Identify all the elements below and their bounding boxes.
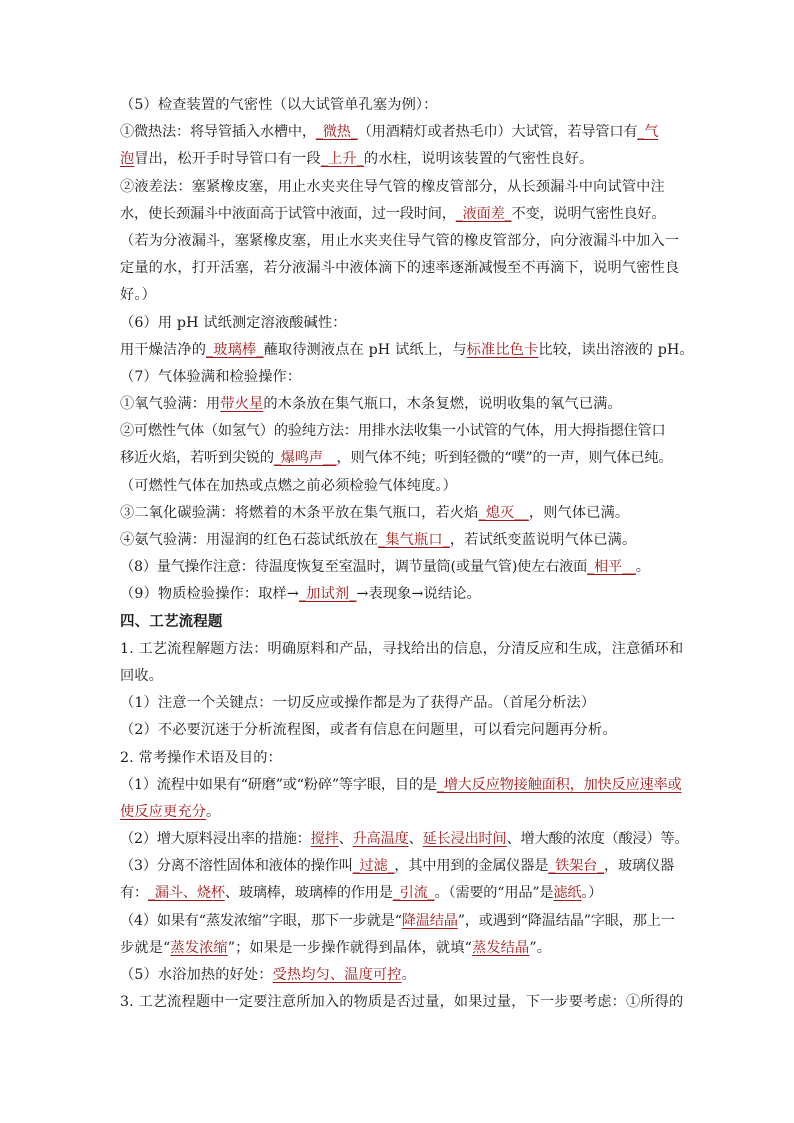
text-span: 。） [581, 885, 603, 902]
text-span: 。（需要的“用品”是 [434, 885, 554, 902]
text-line [120, 92, 680, 119]
text-span: （4）如果有“蒸发浓缩”字眼，那下一步就是“ [120, 912, 402, 929]
text-span: 。 [635, 559, 650, 576]
text-line [120, 201, 680, 228]
text-line [120, 717, 680, 744]
text-span: （1）注意一个关键点：一切反应或操作都是为了获得产品。（首尾分析法） [120, 695, 596, 712]
text-line [120, 908, 680, 935]
text-span: （8）量气操作注意：待温度恢复至室温时，调节量筒(或量气管)使左右液面 [120, 559, 588, 576]
answer-fill: 搅拌 [310, 831, 339, 848]
text-line [120, 310, 680, 337]
text-span: →表现象→说结论。 [356, 586, 481, 603]
text-span: ”，或遇到“降温结晶”字眼，那上一 [457, 912, 675, 929]
text-span: 、 [338, 831, 353, 848]
text-span: 有： [120, 885, 148, 902]
answer-fill: _熄灭__ [478, 504, 529, 521]
text-span: （9）物质检验操作：取样→ [120, 586, 299, 603]
text-line [120, 500, 680, 527]
text-span: 好。） [120, 287, 156, 304]
text-span: 、增大酸的浓度（酸浸）等。 [506, 831, 689, 848]
text-span: ，其中用到的金属仪器是 [394, 858, 549, 875]
text-line [120, 119, 680, 146]
text-span: ，则气体已满。 [528, 504, 630, 521]
text-line [120, 772, 680, 799]
text-line [120, 880, 680, 907]
answer-fill: _爆鸣声__ [273, 450, 337, 467]
answer-fill: _气 [637, 124, 659, 141]
text-line [120, 527, 680, 554]
text-line [120, 391, 680, 418]
answer-fill: _微热_ [315, 124, 358, 141]
text-line [120, 174, 680, 201]
text-span: 的水柱，说明该装置的气密性良好。 [363, 151, 594, 168]
answer-fill: 受热均匀、温度可控 [272, 967, 402, 983]
text-span: （5）水浴加热的好处： [120, 967, 273, 983]
text-line [120, 663, 680, 690]
text-span: ②可燃性气体（如氢气）的验纯方法：用排水法收集一小试管的气体，用大拇指摁住管口 [120, 423, 666, 440]
text-span: ，若试纸变蓝说明气体已满。 [449, 532, 637, 548]
text-line [120, 364, 680, 391]
text-span: 步就是“ [120, 939, 171, 956]
answer-fill: 使反应更充分 [120, 803, 207, 820]
text-line [120, 554, 680, 581]
answer-fill: 滤纸 [553, 885, 582, 902]
answer-fill: _铁架台_ [548, 858, 605, 875]
answer-fill: 带火星 [220, 396, 264, 413]
text-span: ①氧气验满：用 [120, 396, 221, 413]
answer-fill: _液面差_ [455, 205, 512, 222]
text-span: ①微热法：将导管插入水槽中， [120, 124, 316, 141]
answer-fill: _增大反应物接触面积，加快反应速率或 [436, 776, 682, 793]
text-span: 的木条放在集气瓶口，木条复燃，说明收集的氧气已满。 [263, 396, 622, 413]
text-span: （2）不必要沉迷于分析流程图，或者有信息在问题里，可以看完问题再分析。 [120, 722, 617, 739]
text-span: 比较，读出溶液的 pH。 [538, 341, 694, 358]
answer-fill: _相平__ [587, 559, 636, 576]
text-span: ④氨气验满：用湿润的红色石蕊试纸放在 [120, 532, 379, 548]
text-span: ②液差法：塞紧橡皮塞，用止水夹夹住导气管的橡皮管部分，从长颈漏斗中向试管中注 [120, 178, 665, 195]
text-span: ③二氧化碳验满：将燃着的木条平放在集气瓶口，若火焰 [120, 504, 479, 521]
text-line [120, 799, 680, 826]
answer-fill: 降温结晶 [401, 912, 458, 929]
answer-fill: _引流_ [392, 885, 435, 902]
text-line [120, 935, 680, 962]
text-span: （1）流程中如果有“研磨”或“粉碎”等字眼，目的是 [120, 776, 437, 793]
text-span: 定量的水，打开活塞，若分液漏斗中液体滴下的速率逐渐减慢至不再滴下，说明气密性良 [120, 260, 680, 277]
text-line [120, 146, 680, 173]
text-line [120, 826, 689, 853]
text-line [120, 989, 684, 1016]
text-line [120, 745, 680, 772]
answer-fill: _上升_ [320, 151, 364, 168]
text-line [120, 581, 680, 608]
text-span: ”。 [529, 939, 552, 956]
text-line [120, 337, 694, 364]
text-span: （2）增大原料浸出率的措施： [120, 831, 311, 848]
answer-fill: 升高温度 [352, 831, 409, 848]
text-line [120, 445, 680, 472]
answer-fill: _加试剂_ [298, 586, 357, 603]
section-heading: 四、工艺流程题 [120, 613, 223, 630]
text-span: 3. 工艺流程题中一定要注意所加入的物质是否过量，如果过量，下一步要考虑：①所得的 [120, 994, 684, 1011]
text-span: （3）分离不溶性固体和液体的操作叫 [120, 858, 353, 875]
text-line [120, 418, 680, 445]
text-span: 水，使长颈漏斗中液面高于试管中液面，过一段时间， [120, 205, 456, 222]
text-span: （5）检查装置的气密性（以大试管单孔塞为例）： [120, 97, 438, 113]
answer-fill: _过滤_ [352, 858, 395, 875]
text-span: 。 [206, 803, 221, 820]
answer-fill: _集气瓶口_ [378, 532, 450, 548]
text-span: 回收。 [120, 667, 164, 684]
text-span: （若为分液漏斗，塞紧橡皮塞，用止水夹夹住导气管的橡皮管部分，向分液漏斗中加入一 [120, 232, 680, 249]
answer-fill: _漏斗、烧杯 [147, 885, 225, 902]
text-span: ，则气体不纯；听到轻微的“噗”的一声，则气体已纯。 [336, 450, 673, 467]
text-line [120, 962, 680, 989]
text-span: ，玻璃仪器 [604, 858, 674, 875]
document-page [120, 92, 694, 1016]
answer-fill: 泡 [120, 151, 135, 168]
text-span: 移近火焰，若听到尖锐的 [120, 450, 274, 467]
text-span: 用干燥洁净的 [120, 341, 207, 358]
text-span: 、 [408, 831, 423, 848]
text-span: 、玻璃棒，玻璃棒的作用是 [224, 885, 393, 902]
text-span: （6）用 pH 试纸测定溶液酸碱性： [120, 314, 347, 331]
text-span: 2. 常考操作术语及目的： [120, 749, 282, 766]
text-line [120, 282, 680, 309]
text-span: 1. 工艺流程解题方法：明确原料和产品，寻找给出的信息，分清反应和生成，注意循环和 [120, 640, 684, 657]
text-span: 冒出，松开手时导管口有一段 [134, 151, 321, 168]
answer-fill: 蒸发结晶 [472, 939, 530, 956]
text-line [120, 609, 680, 636]
text-line [120, 255, 680, 282]
answer-fill: _玻璃棒_ [206, 341, 264, 358]
answer-fill: 标准比色卡 [466, 341, 539, 358]
text-span: （7）气体验满和检验操作： [120, 368, 302, 385]
text-line [120, 690, 680, 717]
text-span: （可燃性气体在加热或点燃之前必须检验气体纯度。） [120, 477, 458, 494]
text-line [120, 228, 680, 255]
text-span: ”；如果是一步操作就得到晶体，就填“ [227, 939, 472, 956]
text-line [120, 473, 680, 500]
text-span: 。 [401, 967, 416, 983]
text-line [120, 636, 684, 663]
text-span: 不变，说明气密性良好。 [511, 205, 666, 222]
answer-fill: 延长浸出时间 [422, 831, 507, 848]
text-span: 蘸取待测液点在 pH 试纸上，与 [263, 341, 467, 358]
answer-fill: 蒸发浓缩 [170, 939, 228, 956]
text-span: （用酒精灯或者热毛巾）大试管，若导管口有 [357, 124, 638, 141]
text-line [120, 853, 680, 880]
